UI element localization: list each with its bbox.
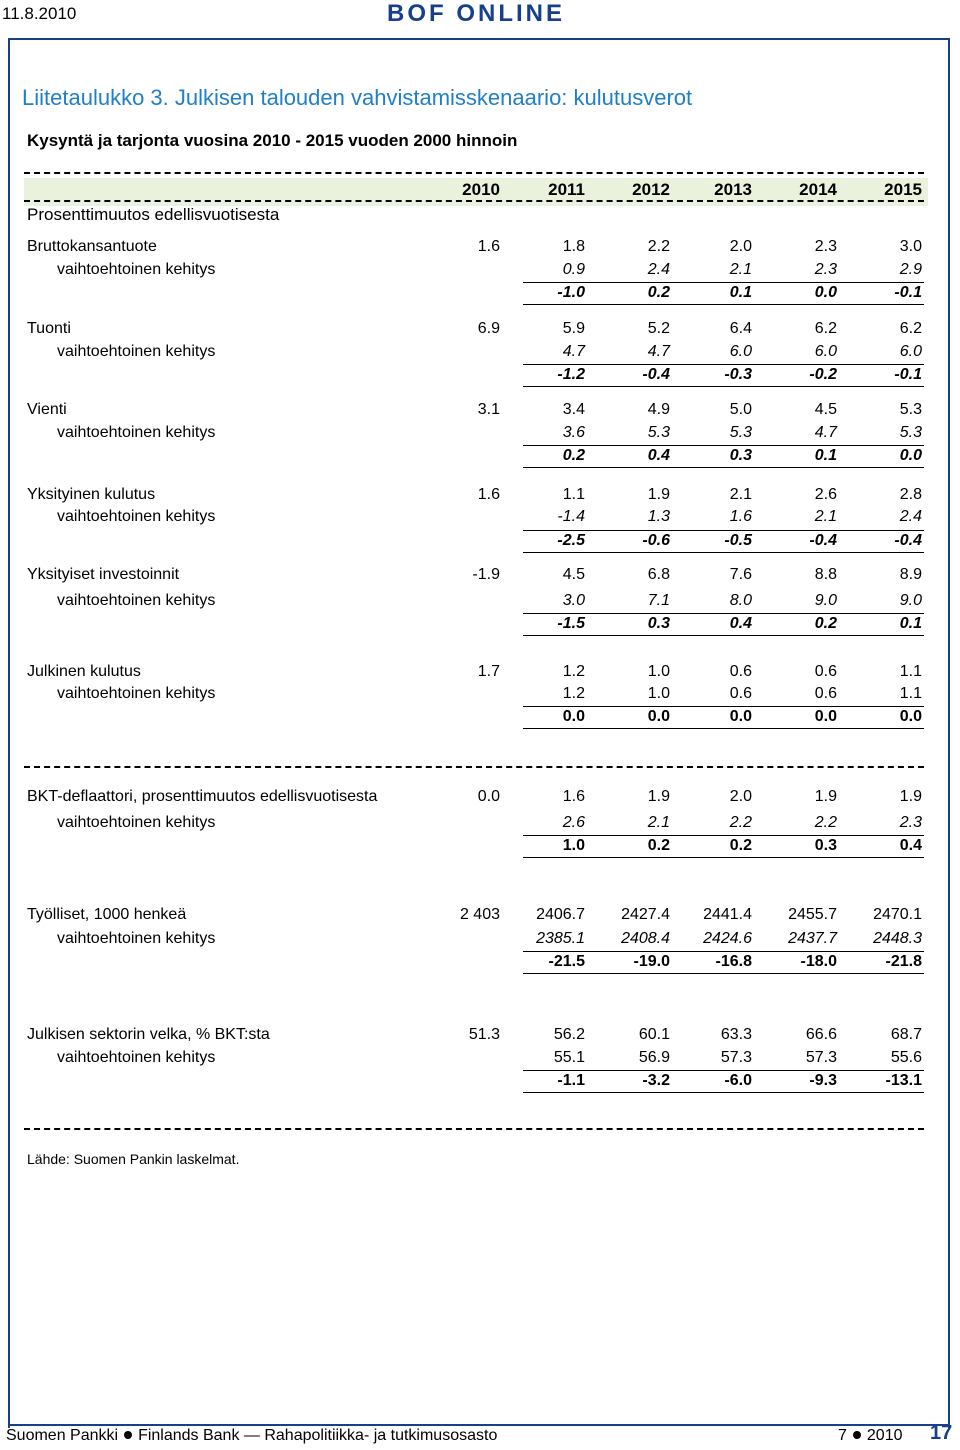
diff-cell: -0.3 <box>724 366 752 383</box>
diff-cell: 0.1 <box>729 284 752 301</box>
sum-underline <box>523 1070 924 1071</box>
base-cell: 2 403 <box>459 906 500 923</box>
alt-cell: 8.0 <box>729 592 752 609</box>
row-label: Yksityinen kulutus <box>27 486 156 503</box>
diff-cell: -1.5 <box>557 615 585 632</box>
diff-cell: 0.0 <box>729 708 752 725</box>
row-alt-label: vaihtoehtoinen kehitys <box>57 508 216 525</box>
base-cell: 0.0 <box>477 788 500 805</box>
percent-change-label: Prosenttimuutos edellisvuotisesta <box>27 205 280 224</box>
base-cell: 1.6 <box>477 486 500 503</box>
issue-year: 2010 <box>866 1427 903 1444</box>
diff-cell: 0.3 <box>647 615 670 632</box>
alt-cell: 4.7 <box>562 343 585 360</box>
source-note: Lähde: Suomen Pankin laskelmat. <box>27 1151 240 1167</box>
base-cell: 2.6 <box>814 486 837 503</box>
diff-cell: 1.0 <box>562 837 585 854</box>
alt-cell: 3.6 <box>562 424 585 441</box>
base-cell: 0.6 <box>814 663 837 680</box>
base-cell: 6.9 <box>477 320 500 337</box>
base-cell: 1.2 <box>562 663 585 680</box>
base-cell: 2.0 <box>729 238 752 255</box>
alt-cell: 3.0 <box>562 592 585 609</box>
footer-separator: — <box>239 1427 265 1444</box>
base-cell: 6.4 <box>729 320 752 337</box>
right-rule <box>948 38 950 1428</box>
base-cell: 1.0 <box>647 663 670 680</box>
diff-cell: -0.4 <box>809 532 837 549</box>
base-cell: 1.9 <box>899 788 922 805</box>
year-2011: 2011 <box>548 180 585 199</box>
diff-underline <box>523 1092 924 1093</box>
row-label: BKT-deflaattori, prosenttimuutos edellisvuotisesta <box>27 788 378 805</box>
alt-cell: 2.3 <box>814 261 837 278</box>
alt-cell: 2437.7 <box>788 930 837 947</box>
base-cell: 4.9 <box>647 401 670 418</box>
alt-cell: 6.0 <box>729 343 752 360</box>
base-cell: 3.0 <box>899 238 922 255</box>
base-cell: 8.9 <box>899 566 922 583</box>
sum-underline <box>523 364 924 365</box>
sum-underline <box>523 835 924 836</box>
base-cell: 1.9 <box>814 788 837 805</box>
dashed-divider <box>24 766 924 768</box>
base-cell: 5.2 <box>647 320 670 337</box>
row-alt-label: vaihtoehtoinen kehitys <box>57 261 216 278</box>
base-cell: 5.0 <box>729 401 752 418</box>
diff-cell: -0.4 <box>894 532 922 549</box>
diff-cell: 0.1 <box>899 615 922 632</box>
page-number: 17 <box>930 1422 953 1444</box>
alt-cell: 57.3 <box>720 1049 752 1066</box>
sum-underline <box>523 445 924 446</box>
table-title: Liitetaulukko 3. Julkisen talouden vahvistamisskenaario: kulutusverot <box>22 85 693 110</box>
alt-cell: 57.3 <box>805 1049 837 1066</box>
row-label: Bruttokansantuote <box>27 238 157 255</box>
alt-cell: 2.1 <box>729 261 752 278</box>
row-label: Yksityiset investoinnit <box>27 566 180 583</box>
footer-issue <box>838 1427 903 1445</box>
alt-cell: 5.3 <box>647 424 670 441</box>
base-cell: 6.2 <box>814 320 837 337</box>
diff-cell: 0.0 <box>899 447 922 464</box>
diff-cell: 0.1 <box>814 447 837 464</box>
alt-cell: 4.7 <box>814 424 837 441</box>
diff-cell: 0.0 <box>814 284 837 301</box>
diff-cell: -21.5 <box>548 953 585 970</box>
base-cell: 1.9 <box>647 486 670 503</box>
diff-cell: -9.3 <box>809 1072 837 1089</box>
row-alt-label: vaihtoehtoinen kehitys <box>57 1049 216 1066</box>
sum-underline <box>523 530 924 531</box>
bullet-icon <box>853 1431 861 1439</box>
base-cell: -1.9 <box>472 566 500 583</box>
alt-cell: 1.2 <box>562 685 585 702</box>
diff-underline <box>523 857 924 858</box>
base-cell: 2455.7 <box>788 906 837 923</box>
base-cell: 1.6 <box>477 238 500 255</box>
alt-cell: 2.2 <box>729 814 752 831</box>
issue-date: 11.8.2010 <box>2 4 77 23</box>
row-label: Tuonti <box>27 320 71 337</box>
base-cell: 1.7 <box>477 663 500 680</box>
diff-cell: 0.4 <box>647 447 670 464</box>
base-cell: 60.1 <box>638 1026 670 1043</box>
base-cell: 2427.4 <box>621 906 670 923</box>
diff-cell: 0.2 <box>647 837 670 854</box>
alt-cell: 4.7 <box>647 343 670 360</box>
alt-cell: 2.2 <box>814 814 837 831</box>
base-cell: 6.8 <box>647 566 670 583</box>
diff-cell: 0.3 <box>729 447 752 464</box>
alt-cell: 0.6 <box>814 685 837 702</box>
dashed-divider <box>24 200 924 202</box>
alt-cell: 2.3 <box>899 814 922 831</box>
diff-cell: 0.0 <box>562 708 585 725</box>
diff-cell: -0.4 <box>642 366 670 383</box>
diff-cell: 0.0 <box>814 708 837 725</box>
diff-cell: 0.0 <box>899 708 922 725</box>
alt-cell: 6.0 <box>899 343 922 360</box>
dashed-divider <box>24 172 924 174</box>
alt-cell: 1.6 <box>729 508 752 525</box>
base-cell: 56.2 <box>553 1026 585 1043</box>
diff-underline <box>523 304 924 305</box>
base-cell: 2406.7 <box>536 906 585 923</box>
base-cell: 1.8 <box>562 238 585 255</box>
year-2014: 2014 <box>799 180 837 199</box>
base-cell: 1.6 <box>562 788 585 805</box>
diff-underline <box>523 728 924 729</box>
base-cell: 8.8 <box>814 566 837 583</box>
diff-cell: -6.0 <box>724 1072 752 1089</box>
alt-cell: 2408.4 <box>621 930 670 947</box>
sum-underline <box>523 613 924 614</box>
year-2013: 2013 <box>714 180 752 199</box>
alt-cell: 1.0 <box>647 685 670 702</box>
row-alt-label: vaihtoehtoinen kehitys <box>57 685 216 702</box>
alt-cell: 2385.1 <box>536 930 585 947</box>
footer-bank-fi: Suomen Pankki <box>6 1427 119 1444</box>
diff-cell: -16.8 <box>715 953 752 970</box>
diff-cell: 0.2 <box>729 837 752 854</box>
alt-cell: 9.0 <box>814 592 837 609</box>
year-2010: 2010 <box>462 180 500 199</box>
diff-underline <box>523 973 924 974</box>
base-cell: 4.5 <box>814 401 837 418</box>
row-alt-label: vaihtoehtoinen kehitys <box>57 424 216 441</box>
dashed-divider <box>24 1128 924 1130</box>
base-cell: 2441.4 <box>703 906 752 923</box>
diff-underline <box>523 467 924 468</box>
base-cell: 2.3 <box>814 238 837 255</box>
diff-cell: -21.8 <box>885 953 922 970</box>
base-cell: 2.8 <box>899 486 922 503</box>
diff-cell: 0.2 <box>647 284 670 301</box>
alt-cell: 7.1 <box>647 592 670 609</box>
year-2012: 2012 <box>632 180 670 199</box>
diff-cell: 0.3 <box>814 837 837 854</box>
diff-cell: -0.2 <box>809 366 837 383</box>
base-cell: 0.6 <box>729 663 752 680</box>
alt-cell: 5.3 <box>899 424 922 441</box>
base-cell: 4.5 <box>562 566 585 583</box>
alt-cell: 1.3 <box>647 508 670 525</box>
base-cell: 5.9 <box>562 320 585 337</box>
base-cell: 63.3 <box>720 1026 752 1043</box>
diff-cell: -19.0 <box>633 953 670 970</box>
base-cell: 6.2 <box>899 320 922 337</box>
diff-cell: -1.0 <box>557 284 585 301</box>
bullet-icon <box>124 1431 132 1439</box>
row-label: Julkisen sektorin velka, % BKT:sta <box>27 1026 270 1043</box>
sum-underline <box>523 951 924 952</box>
row-alt-label: vaihtoehtoinen kehitys <box>57 814 216 831</box>
alt-cell: 56.9 <box>638 1049 670 1066</box>
alt-cell: 2.9 <box>899 261 922 278</box>
row-alt-label: vaihtoehtoinen kehitys <box>57 592 216 609</box>
top-rule <box>8 38 948 40</box>
alt-cell: 2.1 <box>647 814 670 831</box>
alt-cell: 2.1 <box>814 508 837 525</box>
diff-cell: -0.6 <box>642 532 670 549</box>
alt-cell: 2.4 <box>899 508 922 525</box>
diff-cell: -3.2 <box>642 1072 670 1089</box>
diff-cell: -2.5 <box>557 532 585 549</box>
diff-underline <box>523 635 924 636</box>
base-cell: 51.3 <box>468 1026 500 1043</box>
alt-cell: 2448.3 <box>873 930 922 947</box>
footer-bank-sv: Finlands Bank <box>138 1427 240 1444</box>
alt-cell: 2424.6 <box>703 930 752 947</box>
left-rule <box>8 38 10 1428</box>
year-2015: 2015 <box>884 180 922 199</box>
alt-cell: 0.9 <box>562 261 585 278</box>
alt-cell: 9.0 <box>899 592 922 609</box>
alt-cell: -1.4 <box>557 508 585 525</box>
alt-cell: 1.1 <box>899 685 922 702</box>
diff-cell: 0.4 <box>899 837 922 854</box>
row-label: Julkinen kulutus <box>27 663 141 680</box>
base-cell: 2.2 <box>647 238 670 255</box>
diff-underline <box>523 386 924 387</box>
diff-cell: 0.2 <box>814 615 837 632</box>
row-alt-label: vaihtoehtoinen kehitys <box>57 930 216 947</box>
row-alt-label: vaihtoehtoinen kehitys <box>57 343 216 360</box>
alt-cell: 5.3 <box>729 424 752 441</box>
base-cell: 2.1 <box>729 486 752 503</box>
issue-number: 7 <box>838 1427 847 1444</box>
footer-dept: Rahapolitiikka- ja tutkimusosasto <box>264 1427 498 1444</box>
alt-cell: 55.1 <box>553 1049 585 1066</box>
base-cell: 2470.1 <box>873 906 922 923</box>
diff-cell: -0.1 <box>894 284 922 301</box>
diff-cell: 0.0 <box>647 708 670 725</box>
base-cell: 2.0 <box>729 788 752 805</box>
base-cell: 3.1 <box>477 401 500 418</box>
row-label: Vienti <box>27 401 67 418</box>
diff-cell: -0.1 <box>894 366 922 383</box>
diff-underline <box>523 552 924 553</box>
table-subtitle: Kysyntä ja tarjonta vuosina 2010 - 2015 vuoden 2000 hinnoin <box>27 131 518 150</box>
alt-cell: 55.6 <box>890 1049 922 1066</box>
footer <box>6 1427 497 1445</box>
diff-cell: -1.1 <box>557 1072 585 1089</box>
alt-cell: 6.0 <box>814 343 837 360</box>
base-cell: 3.4 <box>562 401 585 418</box>
diff-cell: 0.2 <box>562 447 585 464</box>
bottom-rule <box>8 1424 948 1426</box>
diff-cell: -1.2 <box>557 366 585 383</box>
sum-underline <box>523 706 924 707</box>
base-cell: 7.6 <box>729 566 752 583</box>
base-cell: 66.6 <box>805 1026 837 1043</box>
alt-cell: 2.6 <box>562 814 585 831</box>
alt-cell: 0.6 <box>729 685 752 702</box>
diff-cell: 0.4 <box>729 615 752 632</box>
diff-cell: -0.5 <box>724 532 752 549</box>
base-cell: 1.9 <box>647 788 670 805</box>
alt-cell: 2.4 <box>647 261 670 278</box>
base-cell: 68.7 <box>890 1026 922 1043</box>
base-cell: 1.1 <box>899 663 922 680</box>
diff-cell: -13.1 <box>885 1072 922 1089</box>
row-label: Työlliset, 1000 henkeä <box>27 906 187 923</box>
base-cell: 1.1 <box>562 486 585 503</box>
sum-underline <box>523 282 924 283</box>
diff-cell: -18.0 <box>800 953 837 970</box>
base-cell: 5.3 <box>899 401 922 418</box>
brand-title: BOF ONLINE <box>387 0 565 27</box>
